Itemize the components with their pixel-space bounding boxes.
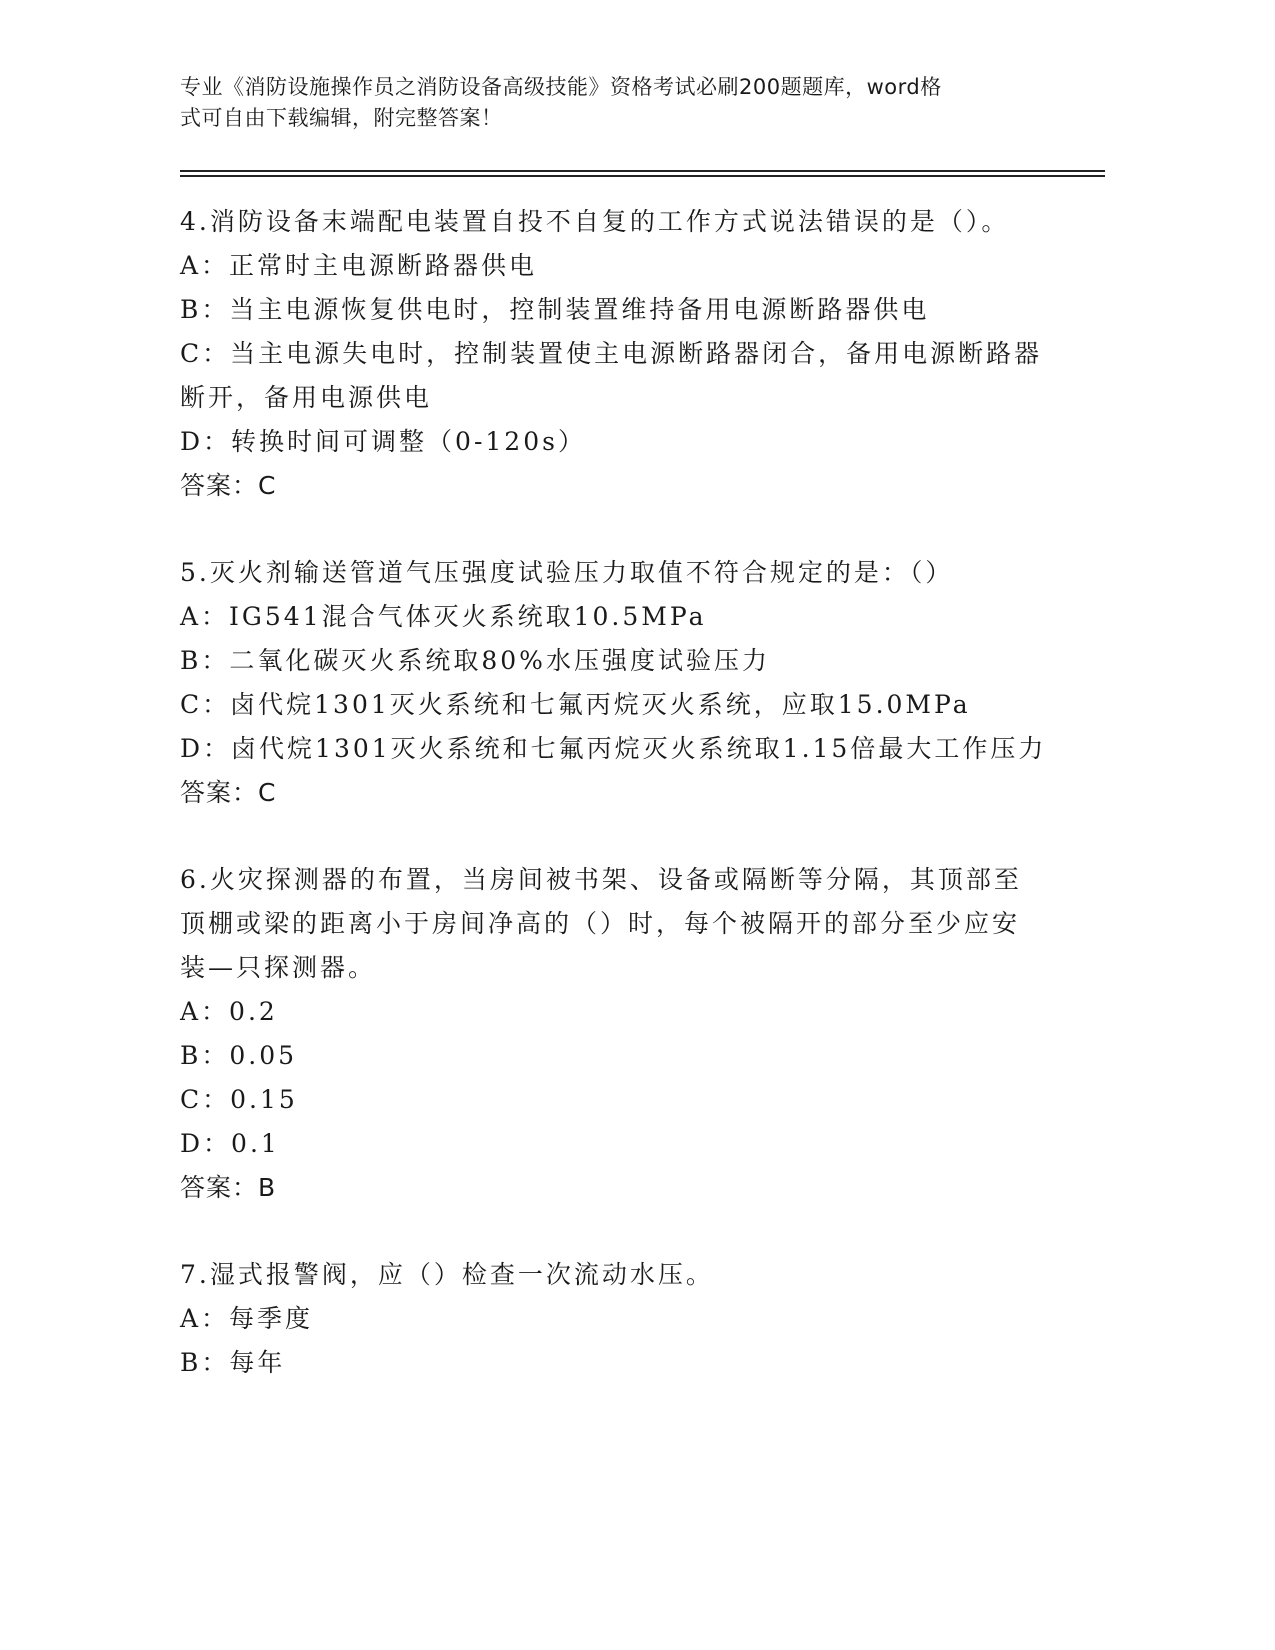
option-d: D：卤代烷1301灭火系统和七氟丙烷灭火系统取1.15倍最大工作压力 [180,734,1047,763]
header-line-2: 式可自由下载编辑，附完整答案！ [180,106,503,130]
question-5 [180,551,1047,815]
option-a: A：IG541混合气体灭火系统取10.5MPa [180,602,707,631]
question-stem-line-3: 装—只探测器。 [180,953,377,982]
answer-label: 答案：C [180,778,277,807]
question-7 [180,1253,1040,1385]
option-b: B：二氧化碳灭火系统取80%水压强度试验压力 [180,646,770,675]
option-a: A：正常时主电源断路器供电 [180,251,538,280]
option-b: B：0.05 [180,1041,298,1070]
option-a: A：每季度 [180,1304,314,1333]
option-a: A：0.2 [180,997,278,1026]
question-stem: 7.湿式报警阀，应（）检查一次流动水压。 [180,1260,714,1289]
option-c: C：当主电源失电时，控制装置使主电源断路器闭合，备用电源断路器 [180,339,1043,368]
option-c-continued: 断开，备用电源供电 [180,383,433,412]
option-b: B：每年 [180,1348,286,1377]
option-b: B：当主电源恢复供电时，控制装置维持备用电源断路器供电 [180,295,930,324]
document-header [180,72,1060,134]
header-line-1: 专业《消防设施操作员之消防设备高级技能》资格考试必刷200题题库，word格 [180,75,942,99]
option-d: D：0.1 [180,1129,280,1158]
option-d: D：转换时间可调整（0-120s） [180,427,586,456]
question-6 [180,858,1040,1210]
option-c: C：0.15 [180,1085,298,1114]
question-stem: 4.消防设备末端配电装置自投不自复的工作方式说法错误的是（）。 [180,207,1010,236]
answer-label: 答案：C [180,471,277,500]
question-4 [180,200,1043,508]
question-stem-line-2: 顶棚或梁的距离小于房间净高的（）时，每个被隔开的部分至少应安 [180,909,1021,938]
question-stem-line-1: 6.火灾探测器的布置，当房间被书架、设备或隔断等分隔，其顶部至 [180,865,1022,894]
header-divider-top [180,170,1105,172]
answer-label: 答案：B [180,1173,277,1202]
question-list [180,200,1047,1428]
option-c: C：卤代烷1301灭火系统和七氟丙烷灭火系统，应取15.0MPa [180,690,971,719]
question-stem: 5.灭火剂输送管道气压强度试验压力取值不符合规定的是：（） [180,558,954,587]
header-divider-bottom [180,175,1105,177]
